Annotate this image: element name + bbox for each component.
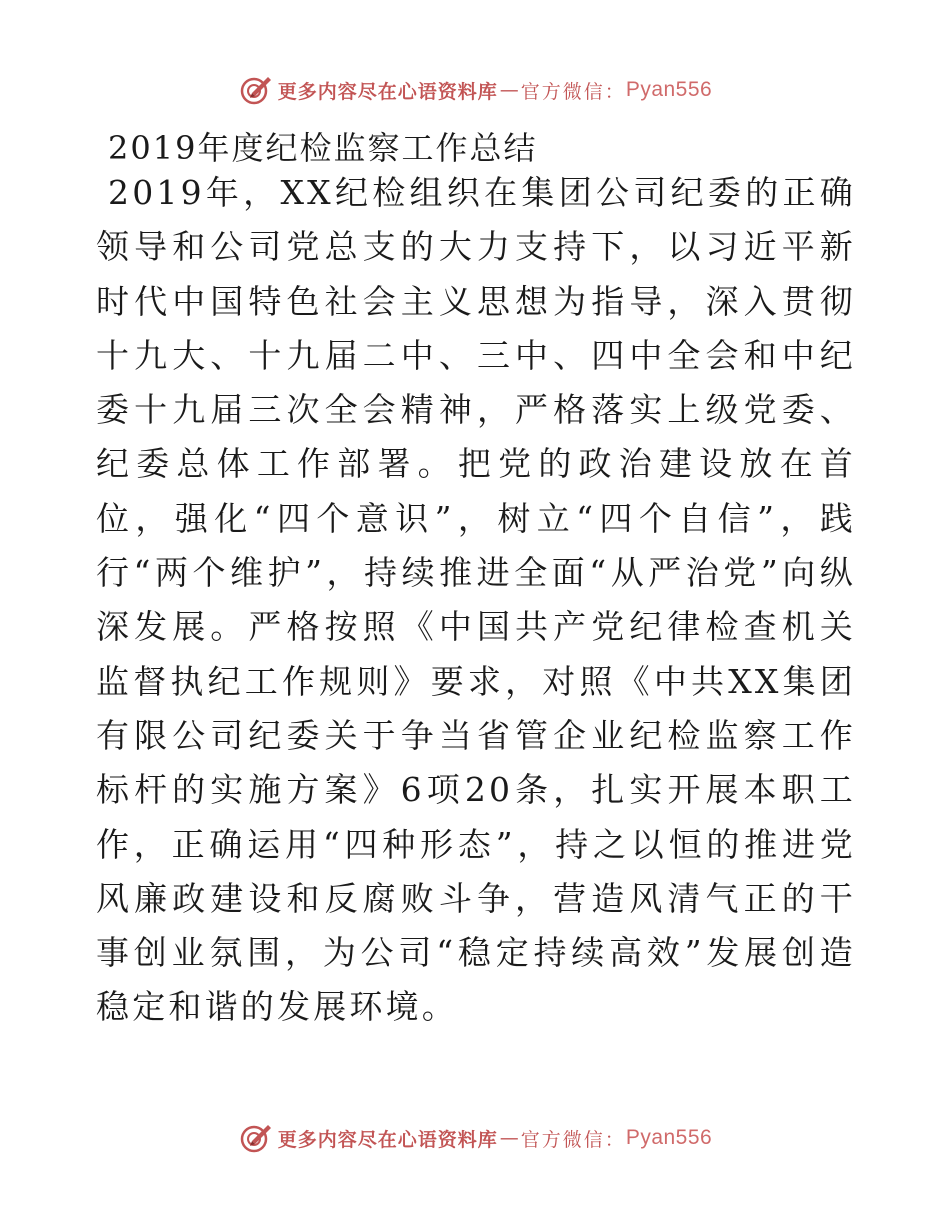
banner-wechat-label: 官方微信： bbox=[520, 80, 626, 103]
document-title: 2019年度纪检监察工作总结 bbox=[108, 129, 538, 167]
banner-separator: — bbox=[499, 1127, 519, 1149]
banner-wechat-id: Pyan556 bbox=[625, 1126, 713, 1149]
pen-logo-icon bbox=[238, 73, 272, 107]
banner-wechat-id: Pyan556 bbox=[625, 78, 713, 101]
pen-logo-icon bbox=[238, 1121, 272, 1155]
banner-wechat-label: 官方微信： bbox=[520, 1128, 626, 1151]
banner-main-text: 更多内容尽在心语资料库 bbox=[277, 1128, 498, 1151]
header-watermark-banner bbox=[0, 70, 950, 110]
banner-main-text: 更多内容尽在心语资料库 bbox=[277, 80, 498, 103]
document-paragraph: 2019年，XX纪检组织在集团公司纪委的正确领导和公司党总支的大力支持下，以习近平新时代中国特色社会主义思想为指导，深入贯彻十九大、十九届二中、三中、四中全会和中纪委十九届三次全会精神，严格落实上级党委、纪委总体工作部署。把党的政治建设放在首位，强化“四个意识”，树立“四个自信”，践行“两个维护”，持续推进全面“从严治党”向纵深发展。严格按照《中国共产党纪律检查机关监督执纪工作规则》要求，对照《中共XX集团有限公司纪委关于争当省管企业纪检监察工作标杆的实施方案》6项20条，扎实开展本职工作，正确运用“四种形态”，持之以恒的推进党风廉政建设和反腐败斗争，营造风清气正的干事创业氛围，为公司“稳定持续高效”发展创造稳定和谐的发展环境。 bbox=[96, 173, 856, 1027]
banner-separator: — bbox=[499, 79, 519, 101]
footer-watermark-banner bbox=[0, 1118, 950, 1158]
